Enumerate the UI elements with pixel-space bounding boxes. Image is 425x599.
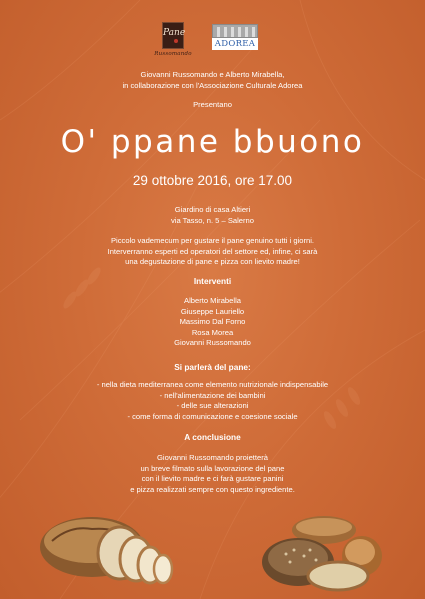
logos-row (0, 22, 425, 62)
topic-item: - nella dieta mediterranea come elemento nutrizionale indispensabile (96, 380, 329, 389)
conclusion-heading: A conclusione (184, 432, 241, 442)
bread-loaf-sliced-image (30, 505, 180, 590)
conclusion-text: Giovanni Russomando proietterà un breve filmato sulla lavorazione del pane con il lievito madre e ci farà gustare panini e pizza realizzati sempre con questo ingrediente. (130, 453, 295, 494)
topic-item: - nell'alimentazione dei bambini (159, 390, 266, 400)
event-date: 29 ottobre 2016, ore 17.00 (132, 173, 293, 188)
topic-item: - come forma di comunicazione e coesione sociale (127, 411, 298, 421)
speaker-name: Giovanni Russomando (174, 338, 251, 348)
pane-russomando-logo: Pane Russomando (159, 22, 187, 62)
presentano: Presentano (193, 100, 232, 109)
speaker-name: Alberto Mirabella (184, 296, 241, 305)
interventi-heading: Interventi (193, 276, 232, 286)
topics-heading: Si parlerà del pane: (174, 362, 251, 372)
venue: Giardino di casa Altieri via Tasso, n. 5 – Salerno (170, 205, 255, 225)
organizers: Giovanni Russomando e Alberto Mirabella, in collaborazione con l'Associazione Culturale Adorea (122, 70, 303, 90)
speaker-name: Massimo Dal Forno (179, 317, 246, 327)
adorea-logo: ADOREA (212, 24, 258, 50)
speaker-name: Giuseppe Lauriello (180, 306, 245, 316)
intro-text: Piccolo vademecum per gustare il pane genuino tutti i giorni. Interverranno esperti ed operatori del settore ed, infine, ci sarà una degustazione di pane e pizza con lievito madre! (107, 236, 318, 267)
speakers-list (0, 296, 425, 349)
bread-rolls-image (258, 512, 388, 592)
speaker-name: Rosa Morea (191, 327, 234, 337)
topics-list (0, 380, 425, 422)
event-title: O' ppane bbuono (60, 124, 365, 160)
topic-item: - delle sue alterazioni (176, 401, 249, 411)
